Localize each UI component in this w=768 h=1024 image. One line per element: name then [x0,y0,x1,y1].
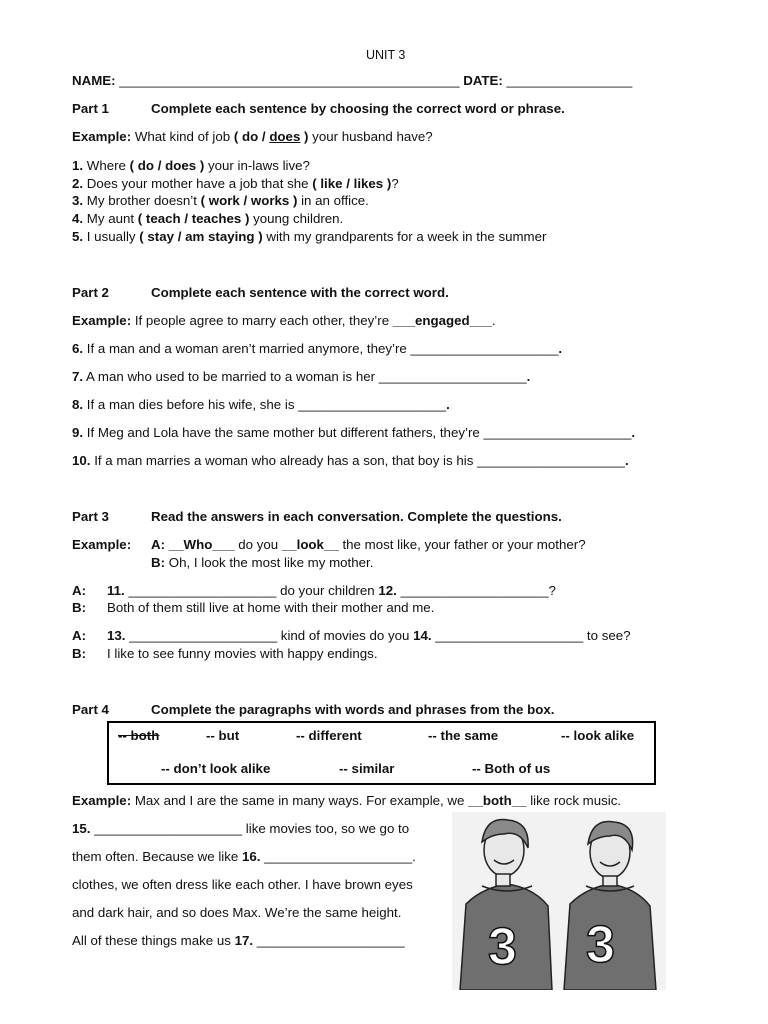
name-field[interactable]: ______________________________________________ [119,73,460,88]
unit-title: UNIT 3 [366,48,406,62]
answer-blank-16[interactable]: ____________________. [260,849,416,864]
choice-5[interactable]: ( stay / am staying ) [139,229,263,244]
paragraph-line: clothes, we often dress like each other. I have brown eyes [72,877,413,892]
part4-example: Example: Max and I are the same in many ways. For example, we __both__ like rock music. [72,793,622,808]
part3-example-a: A: __Who___ do you __look__ the most like, your father or your mother? [151,537,586,552]
question-3: 3. My brother doesn’t ( work / works ) in an office. [72,193,369,208]
part4-instruction: Complete the paragraphs with words and phrases from the box. [151,702,555,717]
paragraph-line: All of these things make us 17. ____________________ [72,933,405,948]
answer-blank-13[interactable]: ____________________ [125,628,278,643]
choice-3[interactable]: ( work / works ) [200,193,298,208]
word-box-item: -- the same [428,728,499,743]
conv2-b-label: B: [72,646,87,661]
example-answer: __both__ [468,793,527,808]
shirt-number: 3 [488,918,517,976]
part2-label: Part 2 [72,285,109,300]
paragraph-line: and dark hair, and so does Max. We’re the same height. [72,905,402,920]
part3-example-label: Example: [72,537,132,552]
conv1-question: 11. ____________________ do your children 12. ____________________? [107,583,556,598]
word-box-item: -- but [206,728,240,743]
part1-label: Part 1 [72,101,109,116]
answer-blank-11[interactable]: ____________________ [124,583,277,598]
question-10: 10. If a man marries a woman who already has a son, that boy is his ____________________. [72,453,629,468]
conv2-answer: I like to see funny movies with happy endings. [107,646,378,661]
choice-2[interactable]: ( like / likes ) [312,176,392,191]
example-look: __look__ [281,537,339,552]
paragraph-line: 15. ____________________ like movies too, so we go to [72,821,410,836]
choice-1[interactable]: ( do / does ) [129,158,205,173]
question-7: 7. A man who used to be married to a woman is her ____________________. [72,369,531,384]
part1-example: Example: What kind of job ( do / does ) your husband have? [72,129,433,144]
answer-blank-12[interactable]: ____________________ [396,583,549,598]
answer-blank-6[interactable]: ____________________ [410,341,559,356]
example-who: __Who___ [168,537,235,552]
question-5: 5. I usually ( stay / am staying ) with my grandparents for a week in the summer [72,229,547,244]
question-2: 2. Does your mother have a job that she ( like / likes )? [72,176,399,191]
shirt-number: 3 [586,916,615,974]
word-box [107,721,656,785]
part3-example-b: B: Oh, I look the most like my mother. [151,555,374,570]
conv1-answer: Both of them still live at home with their mother and me. [107,600,435,615]
conv1-b-label: B: [72,600,87,615]
twins-illustration [452,812,666,990]
part3-instruction: Read the answers in each conversation. Complete the questions. [151,509,562,524]
question-8: 8. If a man dies before his wife, she is ____________________. [72,397,450,412]
date-field[interactable]: _________________ [506,73,633,88]
example-answer: ___engaged___ [392,313,492,328]
conv1-a-label: A: [72,583,87,598]
part2-instruction: Complete each sentence with the correct word. [151,285,449,300]
answer-blank-10[interactable]: ____________________ [477,453,625,468]
question-1: 1. Where ( do / does ) your in-laws live? [72,158,310,173]
choice-4[interactable]: ( teach / teaches ) [137,211,250,226]
word-box-item: -- both [118,728,160,743]
word-box-item: -- Both of us [472,761,551,776]
conv2-a-label: A: [72,628,87,643]
answer-blank-7[interactable]: ____________________ [378,369,527,384]
date-label: DATE: [463,73,503,88]
question-9: 9. If Meg and Lola have the same mother but different fathers, they’re ____________________. [72,425,636,440]
word-box-item: -- look alike [561,728,635,743]
question-6: 6. If a man and a woman aren’t married anymore, they’re ____________________. [72,341,563,356]
example-answer: does [269,129,301,144]
part4-label: Part 4 [72,702,109,717]
name-date-line [72,73,632,89]
name-label: NAME: [72,73,116,88]
word-box-item: -- similar [339,761,395,776]
answer-blank-15[interactable]: ____________________ like movies too, so we go to [90,821,410,836]
answer-blank-17[interactable]: ____________________ [253,933,405,948]
answer-blank-14[interactable]: ____________________ [431,628,584,643]
paragraph-line: them often. Because we like 16. ____________________. [72,849,416,864]
word-box-item: -- don’t look alike [161,761,271,776]
conv2-question: 13. ____________________ kind of movies do you 14. ____________________ to see? [107,628,631,643]
part1-instruction: Complete each sentence by choosing the correct word or phrase. [151,101,565,116]
part2-example: Example: If people agree to marry each other, they’re ___engaged___. [72,313,496,328]
part3-label: Part 3 [72,509,109,524]
word-box-item: -- different [296,728,362,743]
answer-blank-8[interactable]: ____________________ [298,397,447,412]
answer-blank-9[interactable]: ____________________ [483,425,632,440]
question-4: 4. My aunt ( teach / teaches ) young children. [72,211,344,226]
